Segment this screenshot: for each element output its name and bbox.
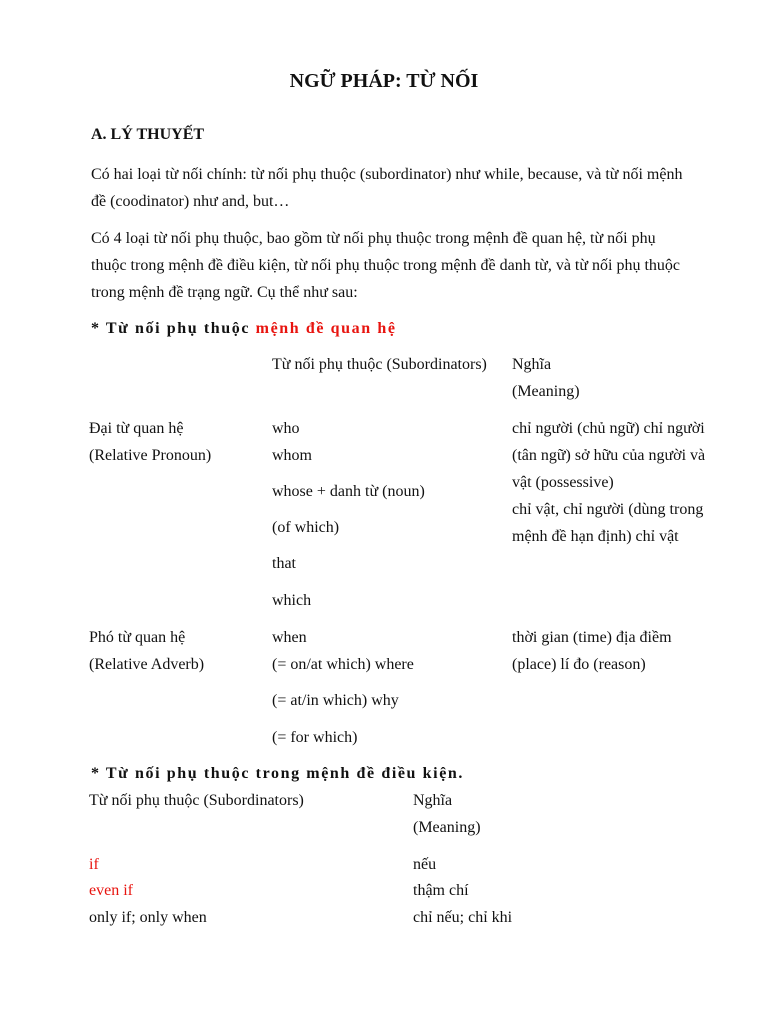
intro-paragraph-1: Có hai loại từ nối chính: từ nối phụ thuộc (subordinator) như while, because, và từ nối mệnh đề (coodinator) như and, but… — [91, 166, 683, 210]
conditional-row-sub: only if; only when — [89, 909, 207, 926]
conditional-row-meaning: thậm chí — [413, 882, 469, 899]
pronoun-item: that — [272, 555, 296, 572]
conditional-row-meaning: nếu — [413, 856, 437, 873]
pronoun-item: (of which) — [272, 519, 340, 536]
intro-paragraph-2: Có 4 loại từ nối phụ thuộc, bao gồm từ nối phụ thuộc trong mệnh đề quan hệ, từ nối phụ thuộc trong mệnh đề điều kiện, từ nối phụ thuộc trong mệnh đề danh từ, và từ nối phụ thuộc trong mệnh đề trạng ngữ. Cụ thể như sau: — [91, 230, 681, 301]
adverb-item: (= on/at which) where — [272, 656, 414, 673]
relative-col-header-sub: Từ nối phụ thuộc (Subordinators) — [272, 356, 487, 373]
page-title: NGỮ PHÁP: TỪ NỐI — [289, 70, 479, 92]
relative-heading-highlight: mệnh đề quan hệ — [255, 320, 397, 337]
pronoun-meaning-line: chỉ người (chủ ngữ) chỉ người — [512, 420, 705, 437]
adverb-item: when — [272, 629, 307, 646]
pronoun-meaning-line: vật (possessive) — [512, 474, 614, 491]
adverb-item: (= for which) — [272, 729, 358, 746]
relative-col-header-meaning-en: (Meaning) — [512, 383, 580, 400]
conditional-col-header-meaning: Nghĩa — [413, 792, 453, 809]
pronoun-item: who — [272, 420, 300, 437]
pronoun-item: whom — [272, 447, 312, 464]
conditional-row-sub: even if — [89, 882, 133, 899]
conditional-row-sub: if — [89, 856, 99, 873]
adverb-meaning-line: thời gian (time) địa điềm — [512, 629, 672, 646]
relative-section-heading — [91, 319, 397, 339]
pronoun-meaning-line: (tân ngữ) sở hữu của người và — [512, 447, 706, 464]
conditional-col-header-sub: Từ nối phụ thuộc (Subordinators) — [89, 792, 304, 809]
pronoun-item: whose + danh từ (noun) — [272, 483, 425, 500]
adverb-label-en: (Relative Adverb) — [89, 656, 205, 673]
pronoun-item: which — [272, 592, 312, 609]
conditional-row-meaning: chỉ nếu; chỉ khi — [413, 909, 513, 926]
adverb-item: (= at/in which) why — [272, 692, 399, 709]
conditional-section-heading: * Từ nối phụ thuộc trong mệnh đề điều kiện. — [91, 765, 465, 782]
pronoun-meaning-line: chỉ vật, chỉ người (dùng trong — [512, 501, 704, 518]
section-a-heading: A. LÝ THUYẾT — [91, 126, 205, 143]
relative-heading-prefix: * Từ nối phụ thuộc — [91, 320, 256, 337]
adverb-meaning-line: (place) lí đo (reason) — [512, 656, 646, 673]
adverb-label: Phó từ quan hệ — [89, 629, 186, 646]
relative-col-header-meaning: Nghĩa — [512, 356, 552, 373]
pronoun-meaning-line: mệnh đề hạn định) chỉ vật — [512, 528, 679, 545]
conditional-col-header-meaning-en: (Meaning) — [413, 819, 481, 836]
pronoun-label: Đại từ quan hệ — [89, 420, 184, 437]
pronoun-label-en: (Relative Pronoun) — [89, 447, 212, 464]
